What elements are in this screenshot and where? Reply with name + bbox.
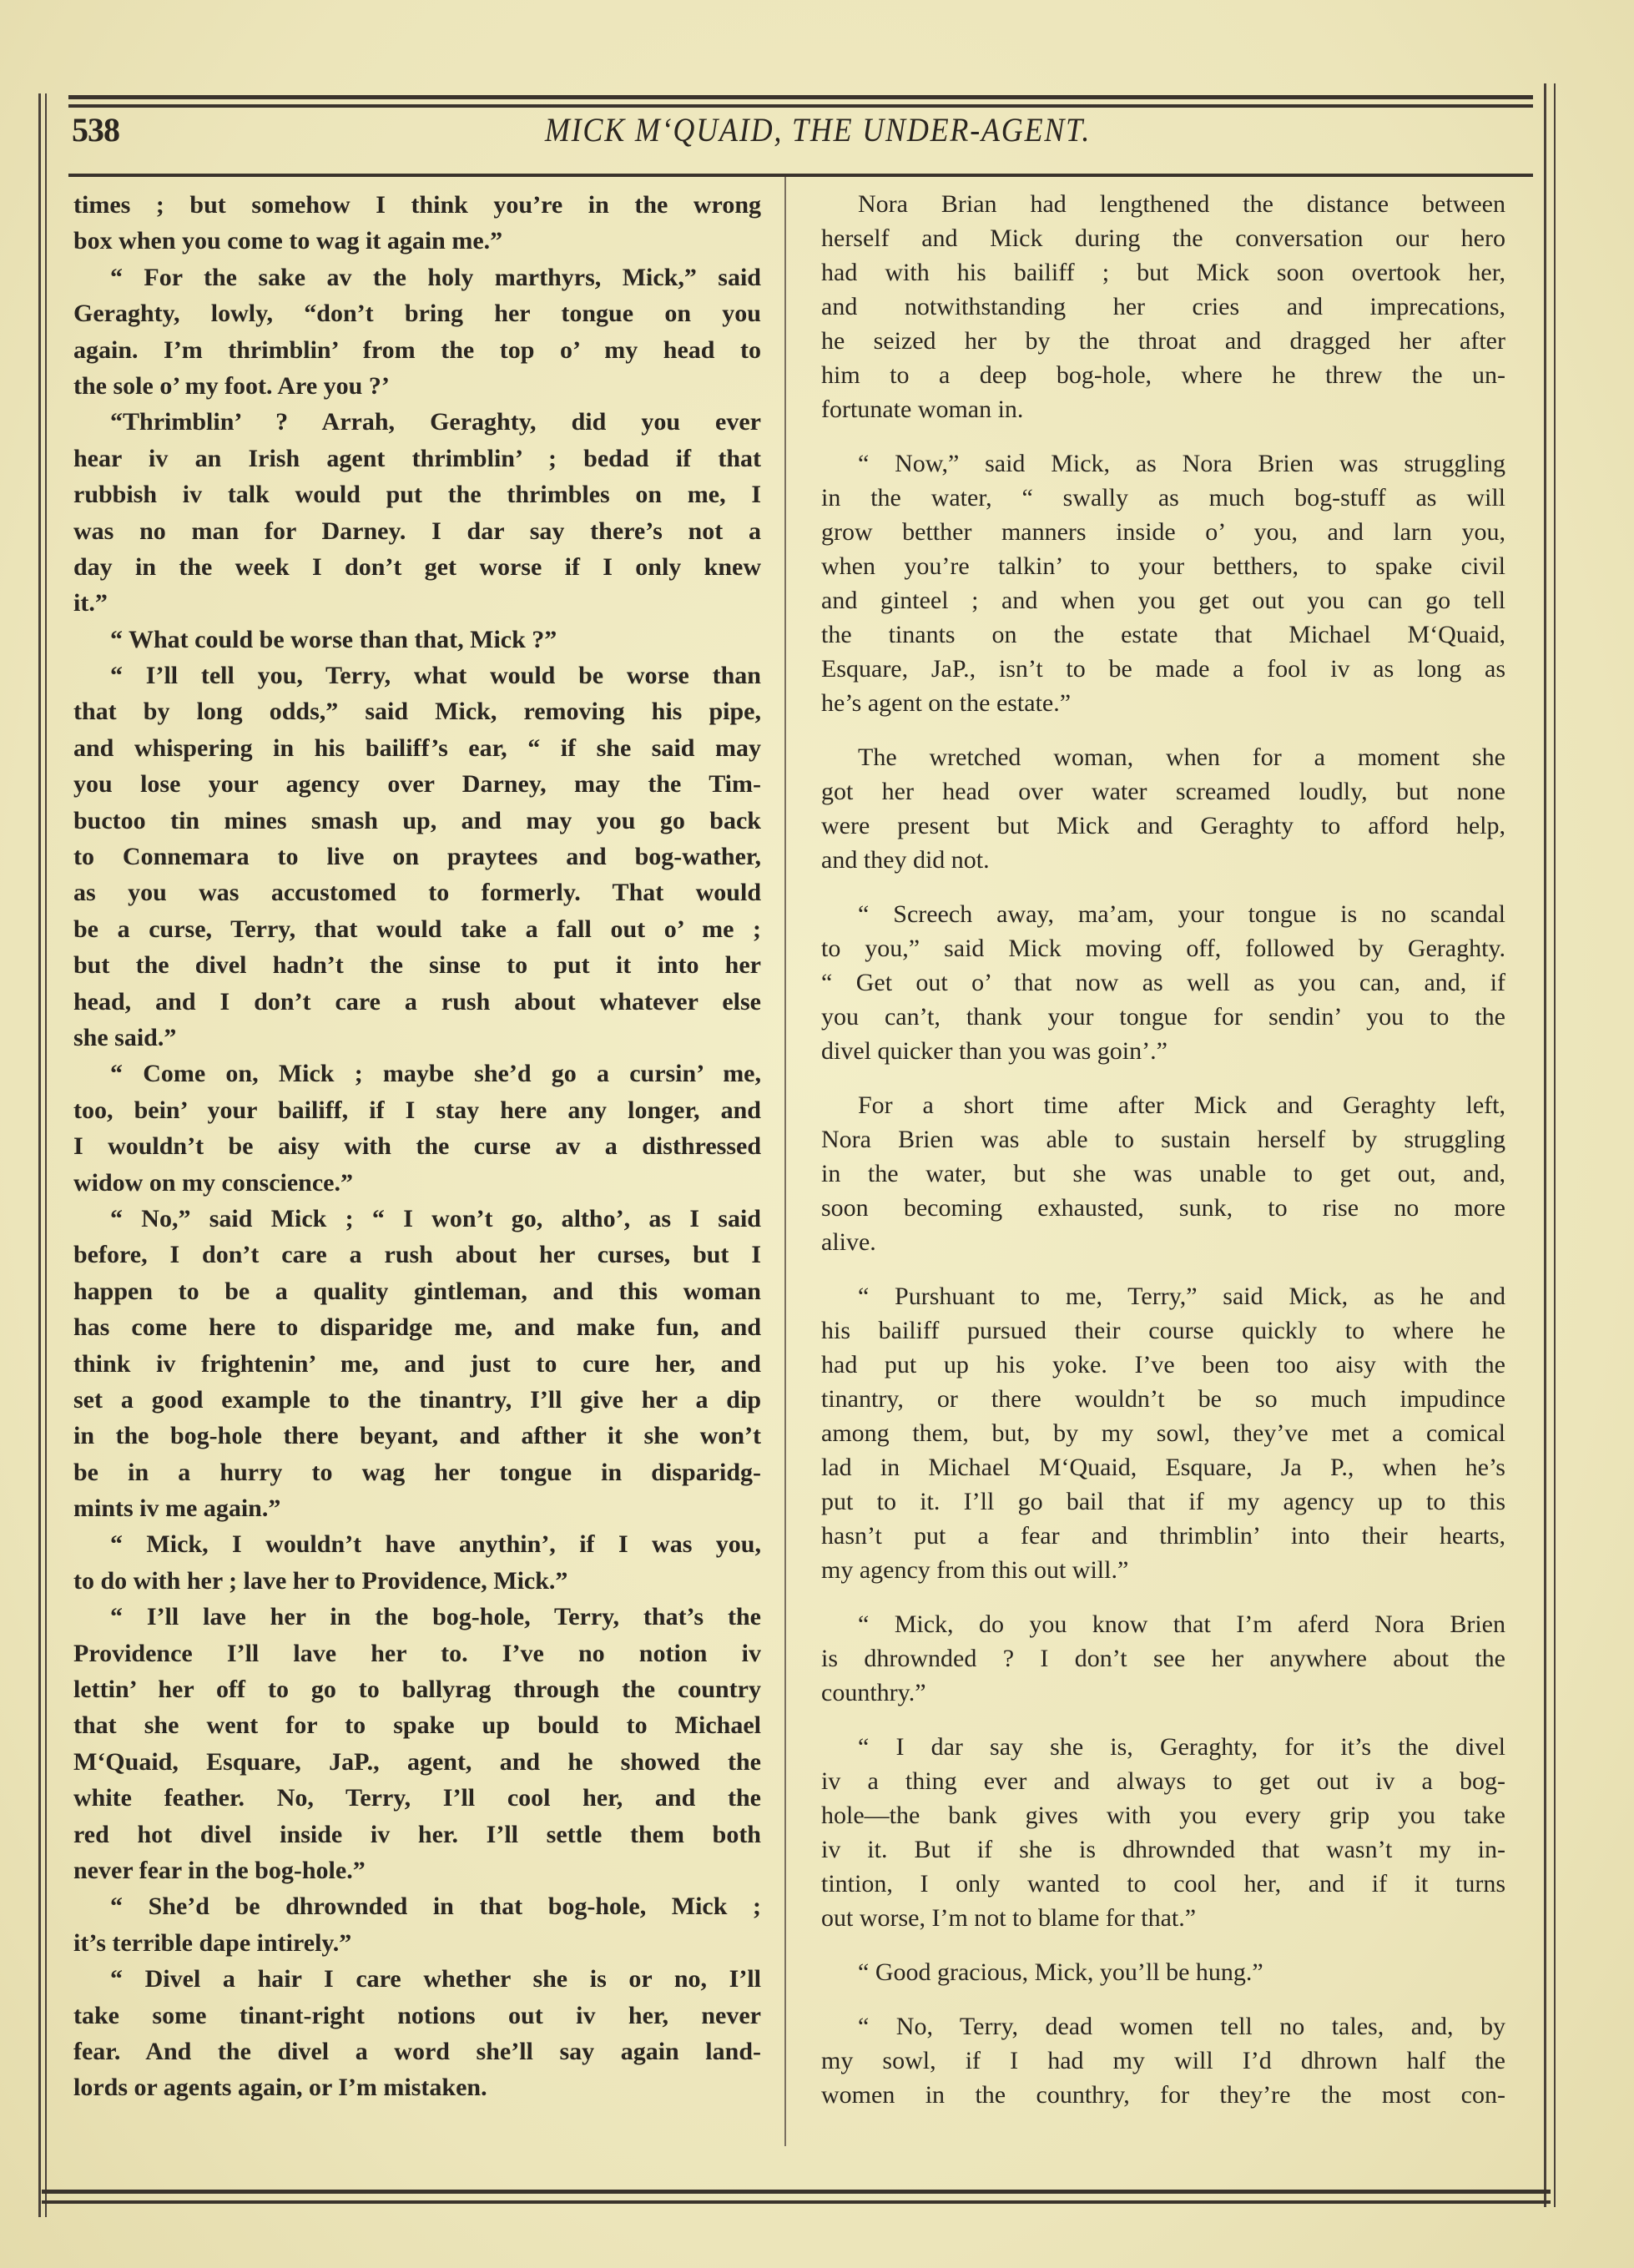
text-line: I wouldn’t be aisy with the curse av a disthressed [73, 1132, 761, 1161]
text-line: fear. And the divel a word she’ll say again land- [73, 2037, 761, 2065]
paragraph [821, 1088, 1505, 1259]
header-rule [68, 174, 1533, 177]
text-line: but the divel hadn’t the sinse to put it into her [73, 951, 761, 980]
top-rule [68, 95, 1533, 99]
text-line: “Thrimblin’ ? Arrah, Geraghty, did you ever [110, 408, 761, 436]
text-line: “ Now,” said Mick, as Nora Brien was struggling [858, 450, 1505, 477]
paragraph [821, 1607, 1505, 1710]
text-line: “ Screech away, ma’am, your tongue is no scandal [858, 900, 1505, 928]
text-line: that by long odds,” said Mick, removing his pipe, [73, 698, 761, 726]
paragraph [821, 446, 1505, 720]
text-line: red hot divel inside iv her. I’ll settle them both [73, 1820, 761, 1848]
text-line: as you was accustomed to formerly. That would [73, 879, 761, 907]
text-line: and ginteel ; and when you get out you can go tell [821, 587, 1505, 614]
text-line: before, I don’t care a rush about her curses, but I [73, 1241, 761, 1269]
text-line: to Connemara to live on praytees and bog-wather, [73, 843, 761, 871]
text-line: when you’re talkin’ to your betthers, to spake civil [821, 552, 1505, 580]
paragraph [73, 187, 761, 260]
text-line: to you,” said Mick moving off, followed by Geraghty. [821, 935, 1505, 962]
text-line: it.” [73, 589, 108, 617]
paragraph [821, 1955, 1505, 1989]
text-line: divel quicker than you was goin’.” [821, 1037, 1168, 1065]
text-line: again. I’m thrimblin’ from the top o’ my head to [73, 335, 761, 364]
text-line: “ Mick, I wouldn’t have anythin’, if I was you, [110, 1530, 761, 1559]
paragraph [73, 260, 761, 405]
text-line: think iv frightenin’ me, and just to cure her, and [73, 1349, 761, 1378]
text-line: is dhrownded ? I don’t see her anywhere about the [821, 1645, 1505, 1672]
text-line: For a short time after Mick and Geraghty left, [858, 1091, 1505, 1119]
text-line: iv a thing ever and always to get out iv a bog- [821, 1767, 1505, 1795]
text-line: “ Divel a hair I care whether she is or no, I’ll [110, 1965, 761, 1993]
text-line: times ; but somehow I think you’re in the wrong [73, 191, 761, 219]
text-line: my agency from this out will.” [821, 1556, 1129, 1584]
text-line: “ For the sake av the holy marthyrs, Mick,” said [110, 263, 761, 291]
paragraph [73, 1599, 761, 1888]
text-line: and notwithstanding her cries and imprecations, [821, 293, 1505, 320]
text-line: “ I dar say she is, Geraghty, for it’s the divel [858, 1733, 1505, 1761]
text-line: “ I’ll lave her in the bog-hole, Terry, that’s the [110, 1603, 761, 1631]
text-line: iv it. But if she is dhrownded that wasn’t my in- [821, 1836, 1505, 1863]
text-line: hasn’t put a fear and thrimblin’ into their hearts, [821, 1522, 1505, 1550]
paragraph [73, 622, 761, 658]
paragraph [821, 897, 1505, 1068]
text-line: got her head over water screamed loudly, but none [821, 778, 1505, 805]
text-line: set a good example to the tinantry, I’ll give her a dip [73, 1385, 761, 1414]
paragraph [821, 187, 1505, 426]
text-line: he’s agent on the estate.” [821, 689, 1072, 717]
paragraph [821, 1730, 1505, 1935]
text-line: never fear in the bog-hole.” [73, 1856, 366, 1884]
text-line: he seized her by the throat and dragged her after [821, 327, 1505, 355]
left-column [73, 187, 761, 2106]
text-line: “ Get out o’ that now as well as you can, and, if [821, 969, 1505, 996]
page-number: 538 [72, 111, 119, 149]
text-line: counthry.” [821, 1679, 926, 1706]
text-line: too, bein’ your bailiff, if I stay here any longer, and [73, 1096, 761, 1124]
text-line: grow betther manners inside o’ you, and larn you, [821, 518, 1505, 546]
text-line: M‘Quaid, Esquare, JaP., agent, and he showed the [73, 1747, 761, 1776]
paragraph [73, 1888, 761, 1961]
paragraph [73, 1526, 761, 1599]
right-border [1544, 83, 1546, 2207]
text-line: buctoo tin mines smash up, and may you go back [73, 806, 761, 834]
text-line: rubbish iv talk would put the thrimbles on me, I [73, 481, 761, 509]
text-line: day in the week I don’t get worse if I only knew [73, 552, 761, 581]
text-line: widow on my conscience.” [73, 1168, 353, 1197]
text-line: the sole o’ my foot. Are you ?’ [73, 371, 390, 400]
text-line: Providence I’ll lave her to. I’ve no notion iv [73, 1639, 761, 1667]
paragraph [73, 404, 761, 621]
text-line: “ What could be worse than that, Mick ?” [110, 625, 557, 653]
text-line: hear iv an Irish agent thrimblin’ ; bedad if that [73, 444, 761, 472]
text-line: and whispering in his bailiff’s ear, “ if she said may [73, 733, 761, 762]
text-line: the tinants on the estate that Michael M‘Quaid, [821, 621, 1505, 648]
text-line: tinantry, or there wouldn’t be so much impudince [821, 1385, 1505, 1413]
text-line: lad in Michael M‘Quaid, Esquare, Ja P., when he’s [821, 1454, 1505, 1481]
text-line: my sowl, if I had my will I’d dhrown half the [821, 2047, 1505, 2074]
text-line: The wretched woman, when for a moment she [858, 743, 1505, 771]
text-line: “ She’d be dhrownded in that bog-hole, Mick ; [110, 1893, 761, 1921]
text-line: “ Come on, Mick ; maybe she’d go a cursin’ me, [110, 1060, 761, 1088]
text-line: women in the counthry, for they’re the most con- [821, 2081, 1505, 2109]
text-line: hole—the bank gives with you every grip you take [821, 1802, 1505, 1829]
text-line: to do with her ; lave her to Providence, Mick.” [73, 1566, 568, 1595]
text-line: him to a deep bog-hole, where he threw the un- [821, 361, 1505, 389]
paragraph [821, 740, 1505, 877]
top-rule-inner [68, 104, 1533, 108]
text-line: “ Good gracious, Mick, you’ll be hung.” [858, 1958, 1263, 1986]
paragraph [821, 1279, 1505, 1587]
text-line: mints iv me again.” [73, 1494, 281, 1523]
paragraph [73, 658, 761, 1056]
text-line: lettin’ her off to go to ballyrag through the country [73, 1676, 761, 1704]
paragraph [821, 2009, 1505, 2112]
text-line: box when you come to wag it again me.” [73, 227, 503, 255]
text-line: has come here to disparidge me, and make fun, and [73, 1313, 761, 1342]
text-line: were present but Mick and Geraghty to afford help, [821, 812, 1505, 839]
text-line: put to it. I’ll go bail that if my agency up to this [821, 1488, 1505, 1515]
text-line: “ Purshuant to me, Terry,” said Mick, as he and [858, 1283, 1505, 1310]
text-line: she said.” [73, 1023, 177, 1051]
text-line: and they did not. [821, 846, 990, 874]
text-line: had put up his yoke. I’ve been too aisy with the [821, 1351, 1505, 1378]
text-line: white feather. No, Terry, I’ll cool her, and the [73, 1784, 761, 1812]
text-line: tintion, I only wanted to cool her, and if it turns [821, 1870, 1505, 1898]
text-line: take some tinant-right notions out iv her, never [73, 2001, 761, 2029]
running-title: MICK M‘QUAID, THE UNDER-AGENT. [544, 111, 1092, 149]
paragraph [73, 1961, 761, 2106]
text-line: alive. [821, 1228, 876, 1256]
text-line: be in a hurry to wag her tongue in disparidg- [73, 1458, 761, 1486]
text-line: herself and Mick during the conversation our hero [821, 224, 1505, 252]
text-line: happen to be a quality gintleman, and this woman [73, 1277, 761, 1305]
text-line: Geraghty, lowly, “don’t bring her tongue on you [73, 300, 761, 328]
text-line: be a curse, Terry, that would take a fall out o’ me ; [73, 915, 761, 943]
text-line: fortunate woman in. [821, 396, 1024, 423]
text-line: you lose your agency over Darney, may the Tim- [73, 770, 761, 799]
right-column [821, 187, 1505, 2132]
paragraph [73, 1201, 761, 1527]
text-line: “ I’ll tell you, Terry, what would be worse than [110, 662, 761, 690]
text-line: lords or agents again, or I’m mistaken. [73, 2074, 487, 2102]
text-line: had with his bailiff ; but Mick soon overtook her, [821, 259, 1505, 286]
text-line: “ No,” said Mick ; “ I won’t go, altho’, as I said [110, 1204, 761, 1232]
text-line: among them, but, by my sowl, they’ve met a comical [821, 1419, 1505, 1447]
paragraph [73, 1056, 761, 1201]
text-line: it’s terrible dape intirely.” [73, 1928, 352, 1957]
text-line: out worse, I’m not to blame for that.” [821, 1904, 1197, 1932]
left-border-inner [45, 93, 47, 2217]
text-line: in the bog-hole there beyant, and afther it she won’t [73, 1422, 761, 1450]
right-border-outer [1554, 83, 1556, 2207]
column-divider [784, 177, 786, 2146]
text-line: that she went for to spake up bould to Michael [73, 1711, 761, 1740]
text-line: Esquare, JaP., isn’t to be made a fool iv as long as [821, 655, 1505, 683]
text-line: his bailiff pursued their course quickly to where he [821, 1317, 1505, 1344]
text-line: “ No, Terry, dead women tell no tales, and, by [858, 2013, 1505, 2040]
text-line: Nora Brien was able to sustain herself by struggling [821, 1126, 1505, 1153]
text-line: was no man for Darney. I dar say there’s not a [73, 517, 761, 545]
left-border [38, 93, 41, 2217]
text-line: you can’t, thank your tongue for sendin’ you to the [821, 1003, 1505, 1031]
text-line: soon becoming exhausted, sunk, to rise no more [821, 1194, 1505, 1222]
bottom-rule [42, 2190, 1551, 2194]
text-line: in the water, “ swally as much bog-stuff as will [821, 484, 1505, 512]
bottom-rule-inner [42, 2200, 1551, 2204]
text-line: “ Mick, do you know that I’m aferd Nora Brien [858, 1610, 1505, 1638]
text-line: Nora Brian had lengthened the distance between [858, 190, 1505, 218]
text-line: head, and I don’t care a rush about whatever else [73, 987, 761, 1016]
text-line: in the water, but she was unable to get out, and, [821, 1160, 1505, 1187]
